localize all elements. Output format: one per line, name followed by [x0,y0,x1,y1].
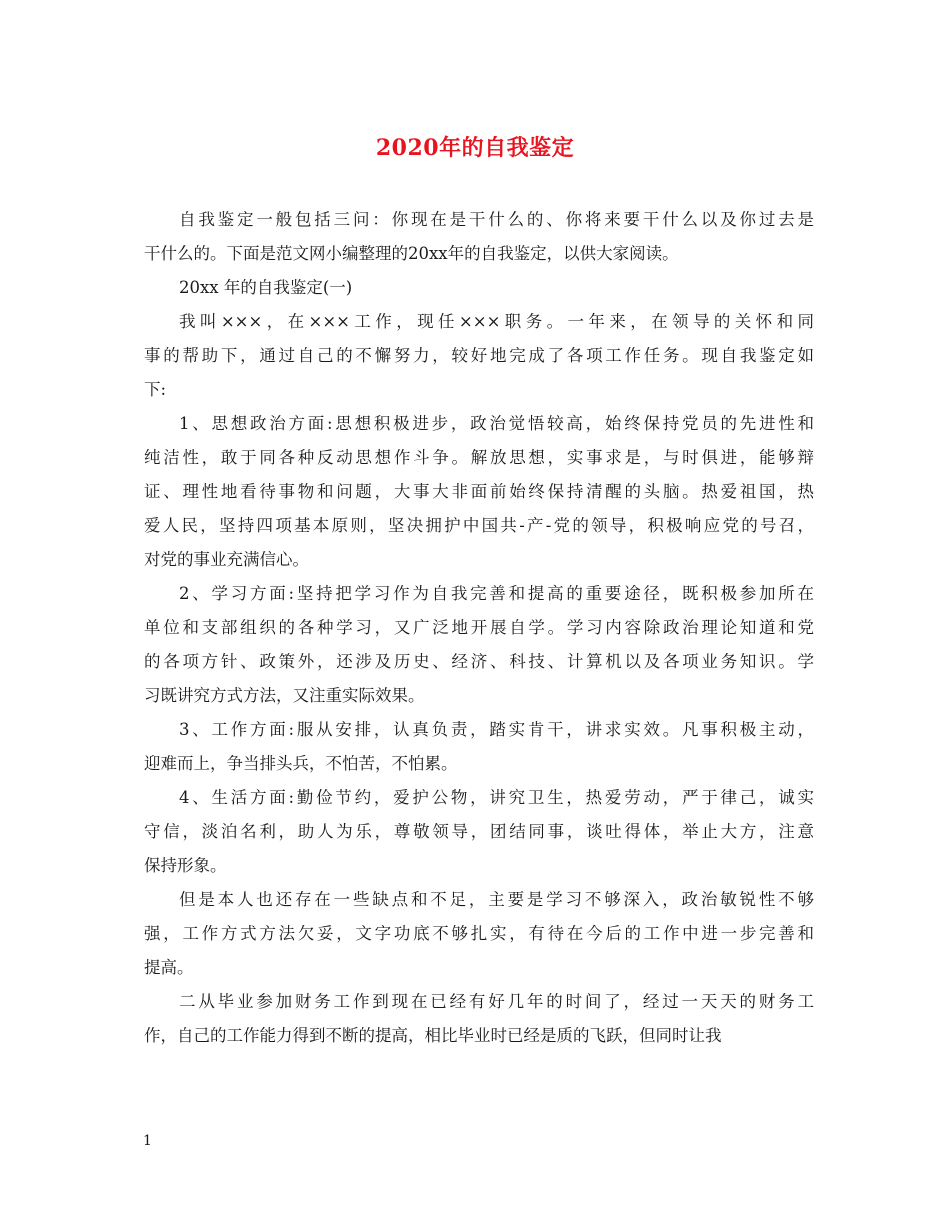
paragraph-line: 的各项方针、政策外，还涉及历史、经济、科技、计算机以及各项业务知识。学 [144,652,814,671]
body-paragraph [144,883,814,985]
body-paragraph [144,305,814,407]
body-paragraph [144,781,814,883]
paragraph-line: 单位和支部组织的各种学习，又广泛地开展自学。学习内容除政治理论知道和党 [144,618,814,637]
body-paragraph [144,271,814,305]
paragraph-line: 习既讲究方式方法，又注重实际效果。 [144,686,425,705]
paragraph-line: 自我鉴定一般包括三问：你现在是干什么的、你将来要干什么以及你过去是 [179,210,814,229]
paragraph-line: 二从毕业参加财务工作到现在已经有好几年的时间了，经过一天天的财务工 [179,992,814,1011]
paragraph-line: 作，自己的工作能力得到不断的提高，相比毕业时已经是质的飞跃，但同时让我 [144,1026,722,1045]
body-paragraph [144,713,814,781]
page-number: 1 [143,1133,152,1149]
paragraph-line: 提高。 [144,958,194,977]
paragraph-line: 保持形象。 [144,856,227,875]
body-paragraph [144,577,814,713]
paragraph-line: 我叫×××，在×××工作，现任×××职务。一年来，在领导的关怀和同 [179,312,814,331]
paragraph-line: 20xx 年的自我鉴定(一) [179,278,353,297]
paragraph-line: 迎难而上，争当排头兵，不怕苦，不怕累。 [144,754,458,773]
paragraph-line: 2、学习方面:坚持把学习作为自我完善和提高的重要途径，既积极参加所在 [179,584,814,603]
paragraph-line: 4、生活方面:勤俭节约，爱护公物，讲究卫生，热爱劳动，严于律己，诚实 [179,788,814,807]
body-paragraph [144,203,814,271]
paragraph-line: 1、思想政治方面:思想积极进步，政治觉悟较高，始终保持党员的先进性和 [179,414,814,433]
body-paragraph [144,407,814,577]
paragraph-line: 爱人民，坚持四项基本原则，坚决拥护中国共-产-党的领导，积极响应党的号召， [144,516,814,535]
paragraph-line: 3、工作方面:服从安排，认真负责，踏实肯干，讲求实效。凡事积极主动， [179,720,814,739]
paragraph-line: 下: [144,380,167,399]
paragraph-line: 纯洁性，敢于同各种反动思想作斗争。解放思想，实事求是，与时俱进，能够辩 [144,448,814,467]
paragraph-line: 守信，淡泊名利，助人为乐，尊敬领导，团结同事，谈吐得体，举止大方，注意 [144,822,814,841]
paragraph-line: 强，工作方式方法欠妥，文字功底不够扎实，有待在今后的工作中进一步完善和 [144,924,814,943]
body-paragraph [144,985,814,1053]
document-body [144,203,814,1053]
paragraph-line: 证、理性地看待事物和问题，大事大非面前始终保持清醒的头脑。热爱祖国，热 [144,482,814,501]
paragraph-line: 但是本人也还存在一些缺点和不足，主要是学习不够深入，政治敏锐性不够 [179,890,814,909]
document-title: 2020年的自我鉴定 [375,135,575,161]
paragraph-line: 干什么的。下面是范文网小编整理的20xx年的自我鉴定，以供大家阅读。 [144,244,679,263]
paragraph-line: 对党的事业充满信心。 [144,550,309,569]
paragraph-line: 事的帮助下，通过自己的不懈努力，较好地完成了各项工作任务。现自我鉴定如 [144,346,814,365]
